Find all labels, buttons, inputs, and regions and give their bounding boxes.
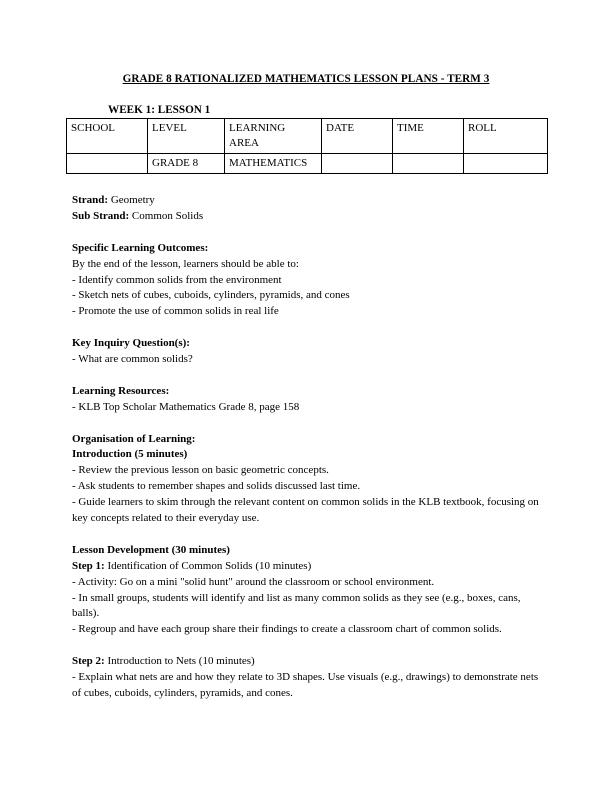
sub-strand-line: [72, 209, 544, 225]
outcomes-heading: Specific Learning Outcomes:: [72, 241, 209, 254]
cell-roll: [464, 154, 548, 174]
step1-line: Step 1: Identification of Common Solids (10 minutes): [72, 559, 312, 572]
resources-heading: Learning Resources:: [72, 384, 170, 397]
cell-school: [67, 154, 148, 174]
list-item: - Sketch nets of cubes, cuboids, cylinders, pyramids, and cones: [72, 289, 350, 302]
list-item: - Ask students to remember shapes and solids discussed last time.: [72, 480, 361, 493]
inquiry-heading: Key Inquiry Question(s):: [72, 337, 190, 350]
lesson-body: [72, 193, 544, 702]
introduction-heading: Introduction (5 minutes): [72, 448, 188, 461]
cell-time: [393, 154, 464, 174]
lesson-info-table: [66, 118, 548, 174]
list-item: - Review the previous lesson on basic geometric concepts.: [72, 464, 329, 477]
cell-date: [322, 154, 393, 174]
document-title: GRADE 8 RATIONALIZED MATHEMATICS LESSON PLANS - TERM 3: [122, 73, 490, 85]
sub-strand-value: Common Solids: [129, 209, 204, 222]
week-label: WEEK 1: LESSON 1: [108, 104, 211, 116]
strand-line: [72, 193, 544, 209]
header-cell-school: SCHOOL: [67, 119, 148, 154]
list-item: - KLB Top Scholar Mathematics Grade 8, page 158: [72, 400, 300, 413]
list-item: - Identify common solids from the environment: [72, 273, 282, 286]
list-item: - Guide learners to skim through the relevant content on common solids in the KLB textbook, focusing on key concepts related to their everyday use.: [72, 496, 539, 525]
table-header-row: [67, 119, 548, 154]
list-item: - Regroup and have each group share their findings to create a classroom chart of common solids.: [72, 623, 502, 636]
list-item: - Explain what nets are and how they relate to 3D shapes. Use visuals (e.g., drawings) to demonstrate nets of cubes, cuboids, cylinders, pyramids, and cones.: [72, 671, 539, 699]
header-cell-level: LEVEL: [148, 119, 225, 154]
header-cell-roll: ROLL: [464, 119, 548, 154]
step2-line: Step 2: Introduction to Nets (10 minutes): [72, 655, 255, 668]
organisation-heading: Organisation of Learning:: [72, 432, 196, 445]
cell-level: GRADE 8: [148, 154, 225, 174]
cell-learning-area: MATHEMATICS: [225, 154, 322, 174]
table-row: [67, 154, 548, 174]
strand-value: Geometry: [108, 194, 155, 206]
list-item: - Activity: Go on a mini "solid hunt" around the classroom or school environment.: [72, 575, 435, 588]
sub-strand-label: Sub Strand:: [72, 209, 130, 222]
list-item: - Promote the use of common solids in real life: [72, 305, 279, 318]
list-item: - What are common solids?: [72, 353, 193, 366]
header-cell-date: DATE: [322, 119, 393, 154]
header-cell-learning-area: LEARNING AREA: [225, 119, 322, 154]
development-heading: Lesson Development (30 minutes): [72, 543, 230, 556]
list-item: - In small groups, students will identify and list as many common solids as they see (e.g., boxes, cans, balls).: [72, 591, 521, 620]
header-cell-time: TIME: [393, 119, 464, 154]
strand-label: Strand:: [72, 194, 109, 206]
outcomes-intro: By the end of the lesson, learners should be able to:: [72, 257, 299, 270]
